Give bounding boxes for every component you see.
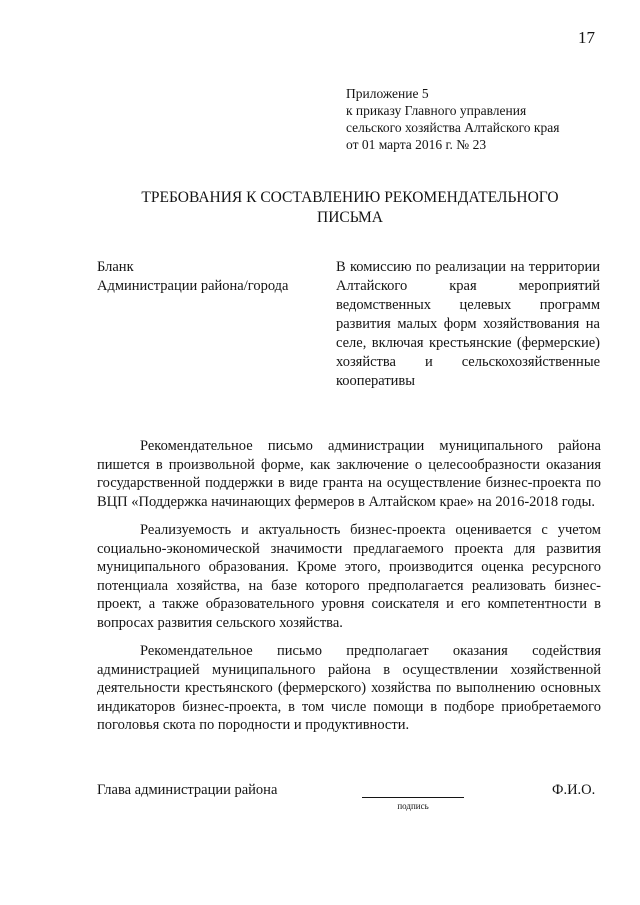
title-line-2: ПИСЬМА	[317, 209, 383, 226]
appendix-line: Приложение 5	[346, 86, 429, 101]
document-title	[80, 188, 620, 228]
letterhead-line-2: Администрации района/города	[97, 278, 289, 294]
letterhead-line-1: Бланк	[97, 259, 134, 275]
appendix-reference	[346, 85, 559, 153]
addressee-block: В комиссию по реализации на территории Алтайского края мероприятий ведомственных целевых программ развития малых форм хозяйствования на селе, включая крестьянские (фермерские) хозяйства и сельскохозяйственные кооперативы	[336, 259, 600, 389]
body-paragraph-2: Реализуемость и актуальность бизнес-проекта оценивается с учетом социально-экономической значимости предлагаемого проекта для развития муниципального образования. Кроме этого, производится оценка ресурсного потенциала хозяйства, на базе которого предполагается реализовать бизнес-проект, а также образовательного уровня соискателя и его компетентности в вопросах развития сельского хозяйства.	[97, 522, 601, 631]
signer-position: Глава администрации района	[97, 782, 278, 798]
page-number: 17	[578, 28, 595, 47]
letter-body	[97, 437, 601, 745]
appendix-line: от 01 марта 2016 г. № 23	[346, 137, 487, 152]
title-line-1: ТРЕБОВАНИЯ К СОСТАВЛЕНИЮ РЕКОМЕНДАТЕЛЬНОГО	[141, 189, 559, 206]
signer-name: Ф.И.О.	[552, 782, 596, 798]
body-paragraph-1: Рекомендательное письмо администрации муниципального района пишется в произвольной форме, как заключение о целесообразности оказания государственной поддержки в виде гранта на осуществление бизнес-проекта по ВЦП «Поддержка начинающих фермеров в Алтайском крае» на 2016-2018 годы.	[97, 438, 601, 510]
signature-caption: подпись	[397, 801, 429, 811]
signature-line	[362, 797, 464, 798]
body-paragraph-3: Рекомендательное письмо предполагает оказания содействия администрацией муниципального района в осуществлении хозяйственной деятельности крестьянского (фермерского) хозяйства по выполнению основных индикаторов бизнес-проекта, в том числе помощи в подборе приобретаемого поголовья скота по породности и продуктивности.	[97, 643, 601, 733]
letterhead-block	[97, 258, 289, 296]
appendix-line: к приказу Главного управления	[346, 103, 527, 118]
appendix-line: сельского хозяйства Алтайского края	[346, 120, 560, 135]
